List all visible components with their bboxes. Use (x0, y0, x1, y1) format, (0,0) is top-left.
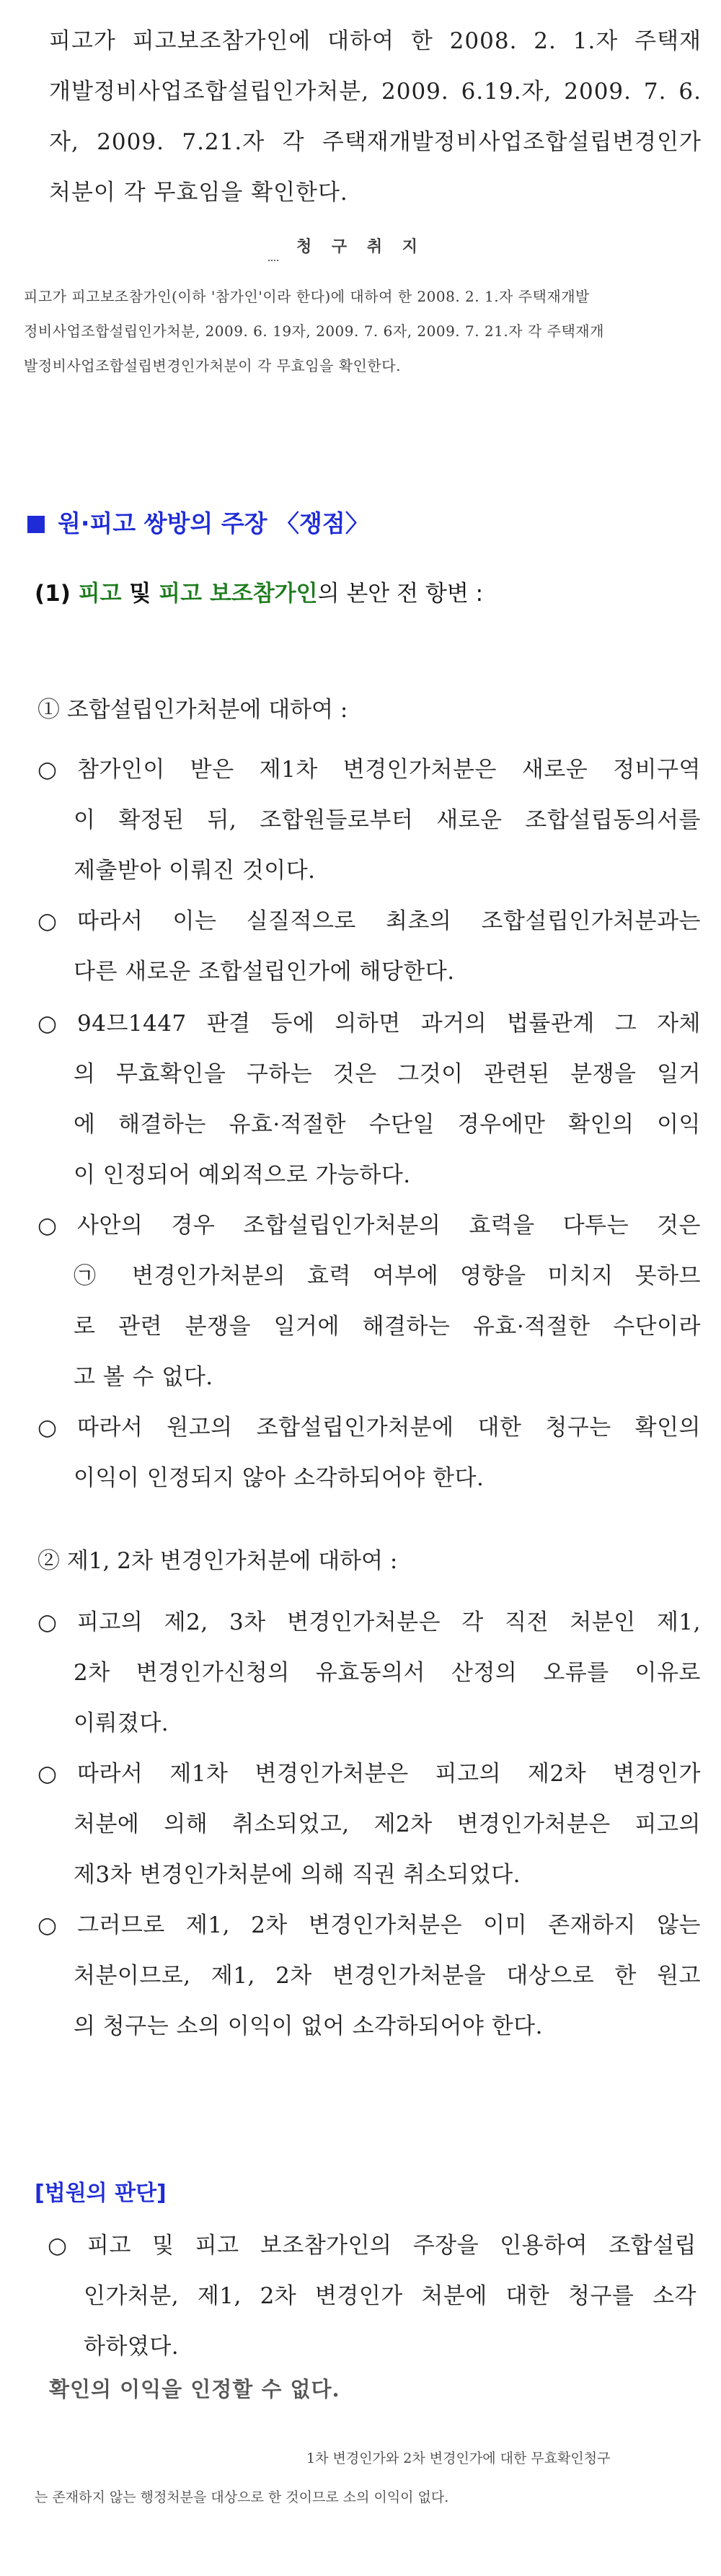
subheading (35, 575, 483, 607)
court-judgment-heading: [법원의 판단] (35, 2181, 167, 2206)
part2-heading: ② 제1, 2차 변경인가처분에 대하여 : (37, 1548, 398, 1574)
subheading-prefix: (1) (35, 581, 79, 607)
text-line: 이뤄졌다. (74, 1710, 169, 1736)
text-line: 피고 및 피고 보조참가인의 주장을 인용하여 조합설립 (87, 2233, 696, 2259)
scan-line: 1차 변경인가와 2차 변경인가에 대한 무효확인청구 (306, 2450, 611, 2466)
list-item (37, 1402, 701, 1503)
text-line: 로 관련 분쟁을 일거에 해결하는 유효·적절한 수단이라 (74, 1314, 701, 1340)
text-line: 이 인정되어 예외적으로 가능하다. (74, 1162, 411, 1188)
text-line: 의 청구는 소의 이익이 없어 소각하되어야 한다. (74, 2013, 543, 2039)
text-line: 이익이 인정되지 않아 소각하되어야 한다. (74, 1465, 485, 1491)
text-line: 따라서 이는 실질적으로 최초의 조합설립인가처분과는 (77, 908, 701, 934)
text-line: 제출받아 이뤄진 것이다. (74, 858, 316, 884)
circle-bullet-icon: ○ (48, 2233, 68, 2259)
list-item (37, 1200, 701, 1402)
text-line: 제3차 변경인가처분에 의해 직권 취소되었다. (74, 1862, 521, 1888)
text-line: 피고의 제2, 3차 변경인가처분은 각 직전 처분인 제1, (77, 1609, 701, 1635)
circle-bullet-icon: ○ (37, 1912, 58, 1938)
claim-scan-line: 피고가 피고보조참가인(이하 '참가인'이라 한다)에 대하여 한 2008. 2. 1.자 주택재개발 (24, 288, 590, 305)
top-paragraph-line: 피고가 피고보조참가인에 대하여 한 2008. 2. 1.자 주택재 (49, 28, 702, 54)
subheading-suffix: 의 본안 전 항변 : (317, 581, 484, 607)
text-line: 따라서 제1차 변경인가처분은 피고의 제2차 변경인가 (77, 1761, 701, 1787)
text-line: 처분에 의해 취소되었고, 제2차 변경인가처분은 피고의 (74, 1811, 701, 1837)
list-item (37, 1900, 701, 2052)
list-item (37, 744, 701, 896)
circle-bullet-icon: ○ (37, 908, 58, 934)
square-bullet-icon (27, 516, 45, 533)
circle-bullet-icon: ○ (37, 1415, 58, 1441)
party-intervenor: 피고 보조참가인 (159, 581, 318, 607)
claim-scan-title: 청 구 취 지 (296, 237, 425, 256)
claim-scan-line: 발정비사업조합설립변경인가처분이 각 무효임을 확인한다. (24, 357, 401, 374)
circle-bullet-icon: ○ (37, 1011, 58, 1037)
text-line: 그러므로 제1, 2차 변경인가처분은 이미 존재하지 않는 (77, 1912, 701, 1938)
top-paragraph (49, 16, 702, 218)
text-line: 의 무효확인을 구하는 것은 그것이 관련된 분쟁을 일거 (74, 1061, 701, 1087)
text-line: 2차 변경인가신청의 유효동의서 산정의 오류를 이유로 (74, 1660, 701, 1686)
list-item (37, 998, 701, 1200)
party-defendant: 피고 (78, 581, 122, 607)
text-line: 고 볼 수 없다. (74, 1364, 213, 1390)
text-line: 에 해결하는 유효·적절한 수단일 경우에만 확인의 이익 (74, 1112, 701, 1138)
text-line: 사안의 경우 조합설립인가처분의 효력을 다투는 것은 (77, 1213, 701, 1239)
text-line: 하하였다. (84, 2334, 180, 2360)
top-paragraph-line: 개발정비사업조합설립인가처분, 2009. 6.19.자, 2009. 7. 6. (49, 79, 702, 105)
part1-heading: ① 조합설립인가처분에 대하여 : (37, 697, 348, 723)
top-paragraph-line: 자, 2009. 7.21.자 각 주택재개발정비사업조합설립변경인가 (49, 129, 702, 155)
top-paragraph-line: 처분이 각 무효임을 확인한다. (49, 180, 348, 206)
circle-bullet-icon: ○ (37, 1761, 58, 1787)
text-line: 다른 새로운 조합설립인가에 해당한다. (74, 959, 455, 985)
text-line: 따라서 원고의 조합설립인가처분에 대한 청구는 확인의 (77, 1415, 701, 1441)
text-line: 처분이므로, 제1, 2차 변경인가처분을 대상으로 한 원고 (74, 1963, 701, 1989)
text-line: ㉠ 변경인가처분의 효력 여부에 영향을 미치지 못하므 (74, 1263, 701, 1289)
text-line: 참가인이 받은 제1차 변경인가처분은 새로운 정비구역 (77, 757, 701, 783)
scan-conclusion: 확인의 이익을 인정할 수 없다. (49, 2377, 340, 2401)
list-item (48, 2220, 696, 2372)
list-item (37, 1597, 701, 1749)
list-item (37, 896, 701, 997)
claim-scan-line: 정비사업조합설립인가처분, 2009. 6. 19자, 2009. 7. 6자, 2009. 7. 21.자 각 주택재개 (24, 322, 604, 340)
text-line: 인가처분, 제1, 2차 변경인가 처분에 대한 청구를 소각 (84, 2283, 696, 2309)
scan-line: 는 존재하지 않는 행정처분을 대상으로 한 것이므로 소의 이익이 없다. (35, 2489, 449, 2505)
subheading-conj: 및 (121, 581, 159, 607)
circle-bullet-icon: ○ (37, 1609, 58, 1635)
circle-bullet-icon: ○ (37, 757, 58, 783)
circle-bullet-icon: ○ (37, 1213, 58, 1239)
section-heading (27, 505, 369, 539)
list-item (37, 1749, 701, 1900)
text-line: 94므1447 판결 등에 의하면 과거의 법률관계 그 자체 (77, 1011, 701, 1037)
text-line: 이 확정된 뒤, 조합원들로부터 새로운 조합설립동의서를 (74, 807, 701, 833)
section-title: 원·피고 쌍방의 주장 〈쟁점〉 (58, 509, 369, 537)
scan-mark (268, 260, 278, 270)
